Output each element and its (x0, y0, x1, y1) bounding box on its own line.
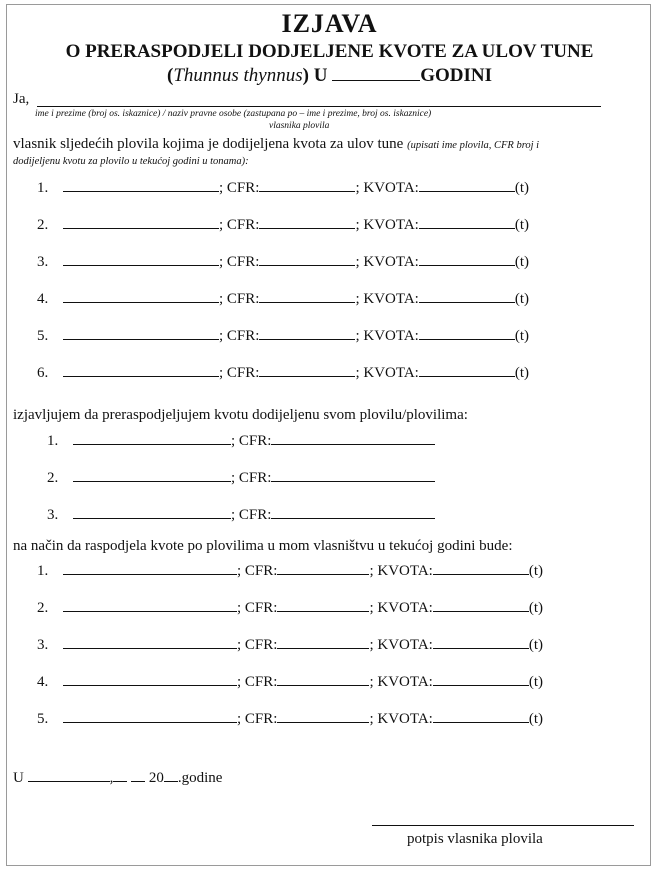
cfr-field[interactable] (277, 597, 369, 612)
unit-label: (t) (528, 600, 543, 616)
ja-hint-line2: vlasnika plovila (269, 121, 330, 131)
vessel-row (37, 214, 529, 234)
cfr-field[interactable] (271, 430, 435, 445)
cfr-field[interactable] (259, 362, 355, 377)
vessel-name-field[interactable] (63, 708, 237, 723)
cfr-label: ; CFR: (219, 365, 260, 381)
vessel-row (37, 251, 529, 271)
signature-label: potpis vlasnika plovila (407, 831, 543, 847)
form-title: IZJAVA (281, 9, 378, 38)
kvota-field[interactable] (419, 288, 515, 303)
year-field[interactable] (332, 66, 420, 81)
row-number: 1. (37, 563, 49, 579)
cfr-label: ; CFR: (237, 600, 278, 616)
date-line: U , 20 .godine (13, 767, 222, 787)
cfr-label: ; CFR: (237, 711, 278, 727)
unit-label: (t) (514, 291, 529, 307)
vessel-row (37, 708, 543, 728)
kvota-field[interactable] (419, 325, 515, 340)
cfr-field[interactable] (259, 214, 355, 229)
kvota-field[interactable] (419, 362, 515, 377)
vessel-row (37, 325, 529, 345)
kvota-label: ; KVOTA: (369, 563, 433, 579)
owner-hint-b: dodijeljenu kvotu za plovilo u tekućoj godini u tonama): (13, 156, 249, 167)
declaration-form (6, 4, 651, 866)
unit-label: (t) (514, 254, 529, 270)
row-number: 2. (37, 217, 49, 233)
vessel-row (47, 467, 435, 487)
vessel-row (37, 560, 543, 580)
kvota-label: ; KVOTA: (355, 291, 419, 307)
kvota-label: ; KVOTA: (355, 254, 419, 270)
kvota-field[interactable] (419, 214, 515, 229)
vessel-name-field[interactable] (63, 634, 237, 649)
kvota-label: ; KVOTA: (369, 711, 433, 727)
kvota-field[interactable] (433, 597, 529, 612)
cfr-field[interactable] (259, 288, 355, 303)
cfr-label: ; CFR: (219, 328, 260, 344)
unit-label: (t) (528, 563, 543, 579)
vessel-name-field[interactable] (63, 597, 237, 612)
vessel-name-field[interactable] (63, 671, 237, 686)
vessel-name-field[interactable] (63, 362, 219, 377)
place-prefix: U (13, 770, 24, 786)
species-latin: Thunnus thynnus (173, 65, 303, 86)
kvota-field[interactable] (433, 634, 529, 649)
kvota-label: ; KVOTA: (355, 217, 419, 233)
signature-field[interactable] (372, 825, 634, 826)
cfr-label: ; CFR: (231, 433, 272, 449)
unit-label: (t) (514, 328, 529, 344)
day-field[interactable] (113, 767, 127, 782)
cfr-label: ; CFR: (237, 637, 278, 653)
cfr-label: ; CFR: (219, 180, 260, 196)
cfr-label: ; CFR: (231, 470, 272, 486)
form-subtitle-year: (Thunnus thynnus) U GODINI (166, 65, 492, 86)
vessel-row (37, 597, 543, 617)
place-field[interactable] (28, 767, 110, 782)
vessel-name-field[interactable] (63, 251, 219, 266)
vessel-row (37, 671, 543, 691)
vessel-name-field[interactable] (73, 430, 231, 445)
section3-text: na način da raspodjela kvote po plovilima u mom vlasništvu u tekućoj godini bude: (13, 538, 513, 554)
date-mid: 20 (148, 770, 164, 786)
kvota-field[interactable] (419, 177, 515, 192)
kvota-field[interactable] (433, 708, 529, 723)
row-number: 5. (37, 328, 49, 344)
unit-label: (t) (528, 674, 543, 690)
kvota-field[interactable] (433, 560, 529, 575)
year-short-field[interactable] (164, 767, 178, 782)
vessel-row (37, 362, 529, 382)
cfr-label: ; CFR: (219, 217, 260, 233)
cfr-field[interactable] (259, 325, 355, 340)
cfr-field[interactable] (277, 708, 369, 723)
unit-label: (t) (528, 711, 543, 727)
kvota-label: ; KVOTA: (355, 328, 419, 344)
ja-hint-line1: ime i prezime (broj os. iskaznice) / naziv pravne osobe (zastupana po – ime i prezime, broj os. iskaznice) (35, 109, 432, 119)
kvota-field[interactable] (433, 671, 529, 686)
row-number: 1. (37, 180, 49, 196)
cfr-field[interactable] (271, 504, 435, 519)
vessel-row (47, 430, 435, 450)
date-suffix: .godine (177, 770, 223, 786)
row-number: 2. (47, 470, 59, 486)
vessel-name-field[interactable] (73, 504, 231, 519)
row-number: 2. (37, 600, 49, 616)
year-prefix: U (313, 65, 328, 86)
year-suffix: GODINI (420, 65, 492, 86)
unit-label: (t) (514, 217, 529, 233)
unit-label: (t) (528, 637, 543, 653)
kvota-label: ; KVOTA: (355, 365, 419, 381)
cfr-label: ; CFR: (237, 563, 278, 579)
row-number: 6. (37, 365, 49, 381)
row-number: 4. (37, 291, 49, 307)
cfr-label: ; CFR: (219, 291, 260, 307)
cfr-field[interactable] (259, 251, 355, 266)
row-number: 4. (37, 674, 49, 690)
unit-label: (t) (514, 365, 529, 381)
cfr-label: ; CFR: (237, 674, 278, 690)
cfr-field[interactable] (259, 177, 355, 192)
vessel-name-field[interactable] (63, 325, 219, 340)
vessel-row (37, 634, 543, 654)
vessel-name-field[interactable] (63, 214, 219, 229)
cfr-label: ; CFR: (219, 254, 260, 270)
month-field[interactable] (131, 767, 145, 782)
row-number: 3. (47, 507, 59, 523)
row-number: 1. (47, 433, 59, 449)
unit-label: (t) (514, 180, 529, 196)
vessel-row (47, 504, 435, 524)
cfr-field[interactable] (277, 671, 369, 686)
section2-text: izjavljujem da preraspodjeljujem kvotu dodijeljenu svom plovilu/plovilima: (13, 407, 468, 423)
cfr-field[interactable] (277, 634, 369, 649)
row-number: 3. (37, 637, 49, 653)
vessel-row (37, 288, 529, 308)
ja-name-field[interactable] (37, 92, 601, 107)
kvota-label: ; KVOTA: (355, 180, 419, 196)
owner-text-main: vlasnik sljedećih plovila kojima je dodijeljena kvota za ulov tune (13, 136, 404, 152)
vessel-name-field[interactable] (63, 177, 219, 192)
row-number: 3. (37, 254, 49, 270)
vessel-name-field[interactable] (63, 560, 237, 575)
kvota-label: ; KVOTA: (369, 600, 433, 616)
ja-label: Ja, (13, 91, 30, 107)
owner-hint-a: (upisati ime plovila, CFR broj i (407, 140, 540, 151)
cfr-field[interactable] (271, 467, 435, 482)
owner-text (13, 136, 539, 153)
cfr-field[interactable] (277, 560, 369, 575)
cfr-label: ; CFR: (231, 507, 272, 523)
kvota-label: ; KVOTA: (369, 637, 433, 653)
form-subtitle: O PRERASPODJELI DODJELJENE KVOTE ZA ULOV TUNE (65, 41, 594, 62)
vessel-row (37, 177, 529, 197)
vessel-name-field[interactable] (63, 288, 219, 303)
kvota-field[interactable] (419, 251, 515, 266)
kvota-label: ; KVOTA: (369, 674, 433, 690)
vessel-name-field[interactable] (73, 467, 231, 482)
row-number: 5. (37, 711, 49, 727)
